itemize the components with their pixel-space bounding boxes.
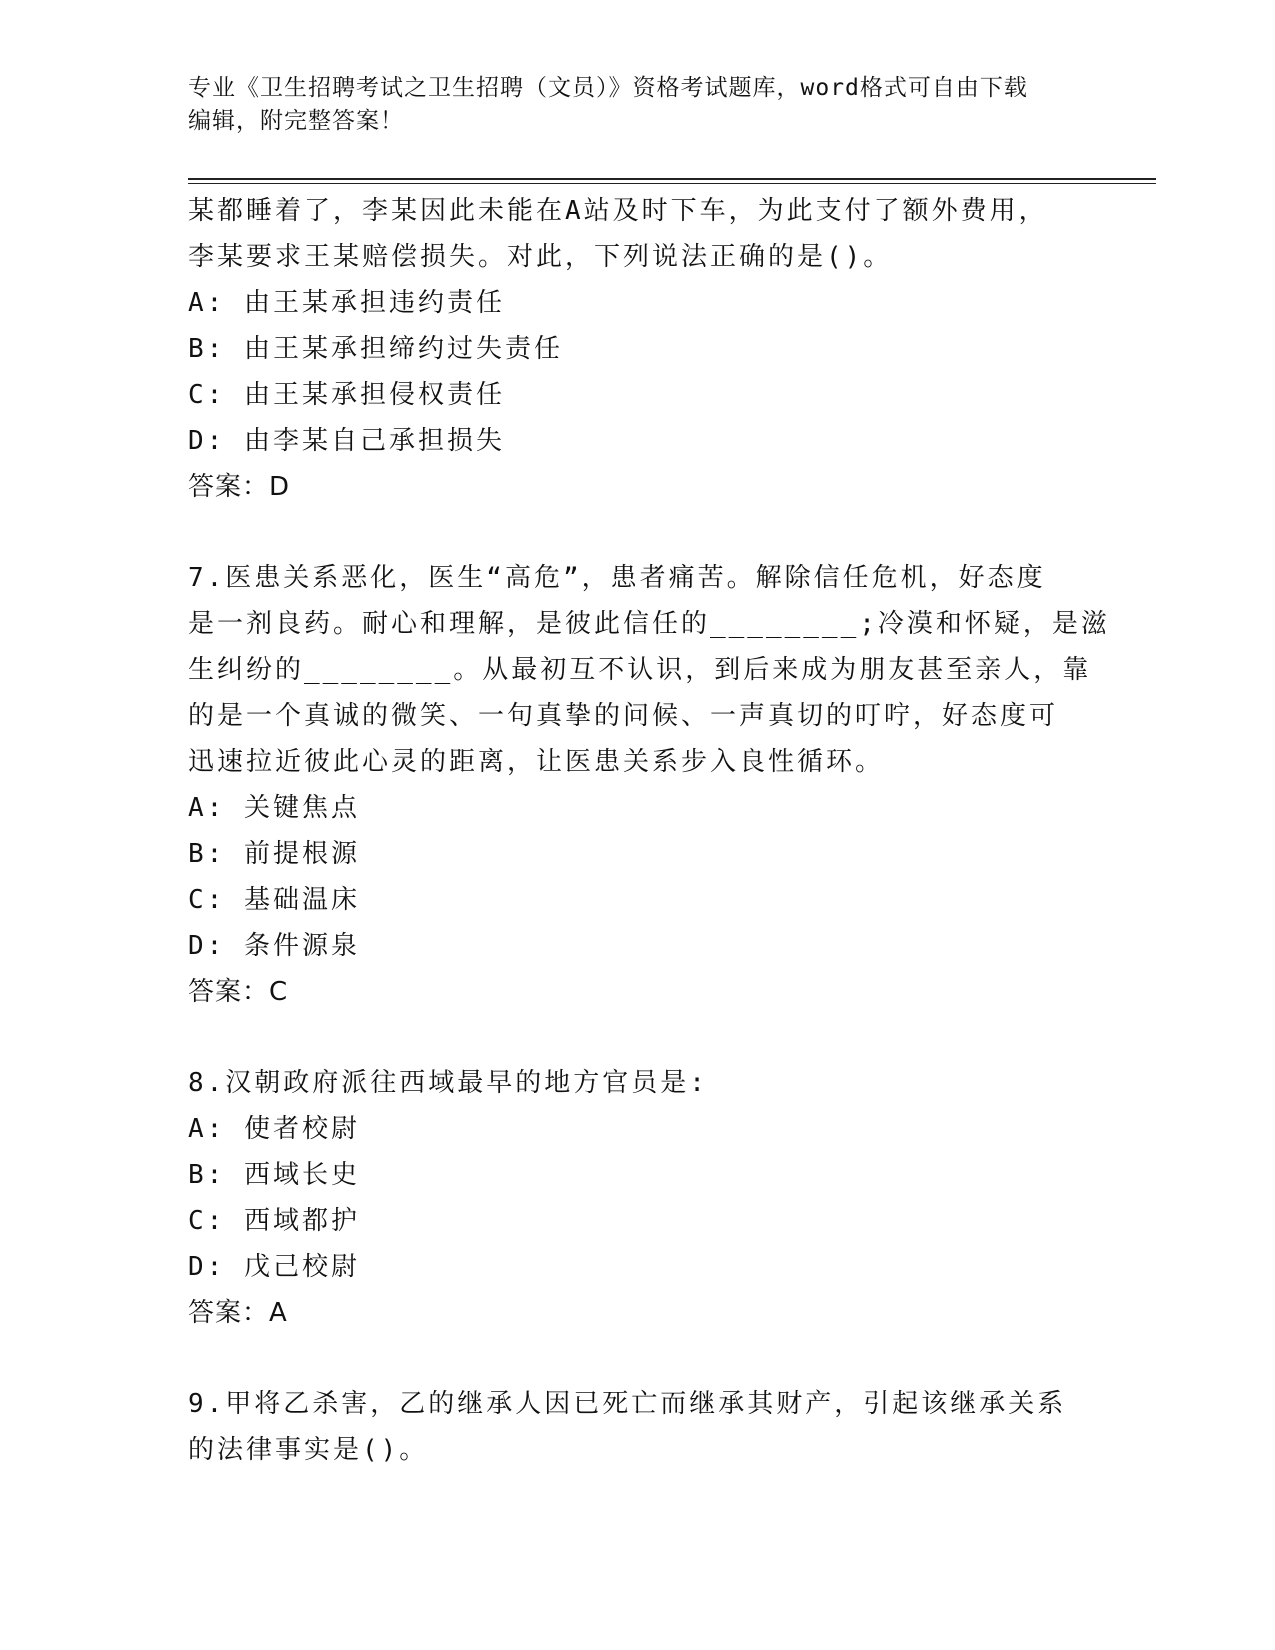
header-divider-thick [188,178,1156,180]
question-6 [188,188,1088,510]
option-c: C: 西域都护 [188,1206,360,1236]
option-b: B: 前提根源 [188,839,360,869]
spacer [188,510,1088,555]
option-b: B: 西域长史 [188,1160,360,1190]
option-a: A: 由王某承担违约责任 [188,288,505,318]
option-a: A: 使者校尉 [188,1114,360,1144]
question-stem-line: 的法律事实是()。 [188,1435,429,1465]
header-line-2: 编辑，附完整答案！ [188,108,404,134]
header-divider-thin [188,183,1156,184]
option-c: C: 由王某承担侵权责任 [188,380,505,410]
question-stem-line: 迅速拉近彼此心灵的距离，让医患关系步入良性循环。 [188,747,885,777]
question-stem-line: 7.医患关系恶化，医生“高危”，患者痛苦。解除信任危机，好态度 [188,563,1046,593]
question-stem-line: 8.汉朝政府派往西域最早的地方官员是: [188,1068,708,1098]
option-d: D: 条件源泉 [188,931,360,961]
answer-label: 答案：A [188,1298,288,1328]
question-stem-line: 的是一个真诚的微笑、一句真挚的问候、一声真切的叮咛，好态度可 [188,701,1059,731]
spacer [188,1015,1088,1060]
question-7 [188,555,1110,1015]
option-b: B: 由王某承担缔约过失责任 [188,334,563,364]
question-8 [188,1060,1088,1336]
question-stem-line: 是一剂良药。耐心和理解，是彼此信任的________;冷漠和怀疑，是滋 [188,609,1110,639]
option-a: A: 关键焦点 [188,793,360,823]
question-stem-line: 某都睡着了，李某因此未能在A站及时下车，为此支付了额外费用， [188,196,1048,226]
header-line-1: 专业《卫生招聘考试之卫生招聘（文员）》资格考试题库，word格式可自由下载 [188,75,1028,101]
question-9 [188,1381,1088,1473]
question-stem-line: 9.甲将乙杀害，乙的继承人因已死亡而继承其财产，引起该继承关系 [188,1389,1067,1419]
question-content [188,188,1110,1473]
answer-label: 答案：C [188,977,289,1007]
option-d: D: 由李某自己承担损失 [188,426,505,456]
answer-label: 答案：D [188,472,291,502]
question-stem-line: 李某要求王某赔偿损失。对此，下列说法正确的是()。 [188,242,893,272]
document-header [188,72,1088,138]
question-stem-line: 生纠纷的________。从最初互不认识，到后来成为朋友甚至亲人，靠 [188,655,1092,685]
option-c: C: 基础温床 [188,885,360,915]
option-d: D: 戊己校尉 [188,1252,360,1282]
spacer [188,1336,1088,1381]
